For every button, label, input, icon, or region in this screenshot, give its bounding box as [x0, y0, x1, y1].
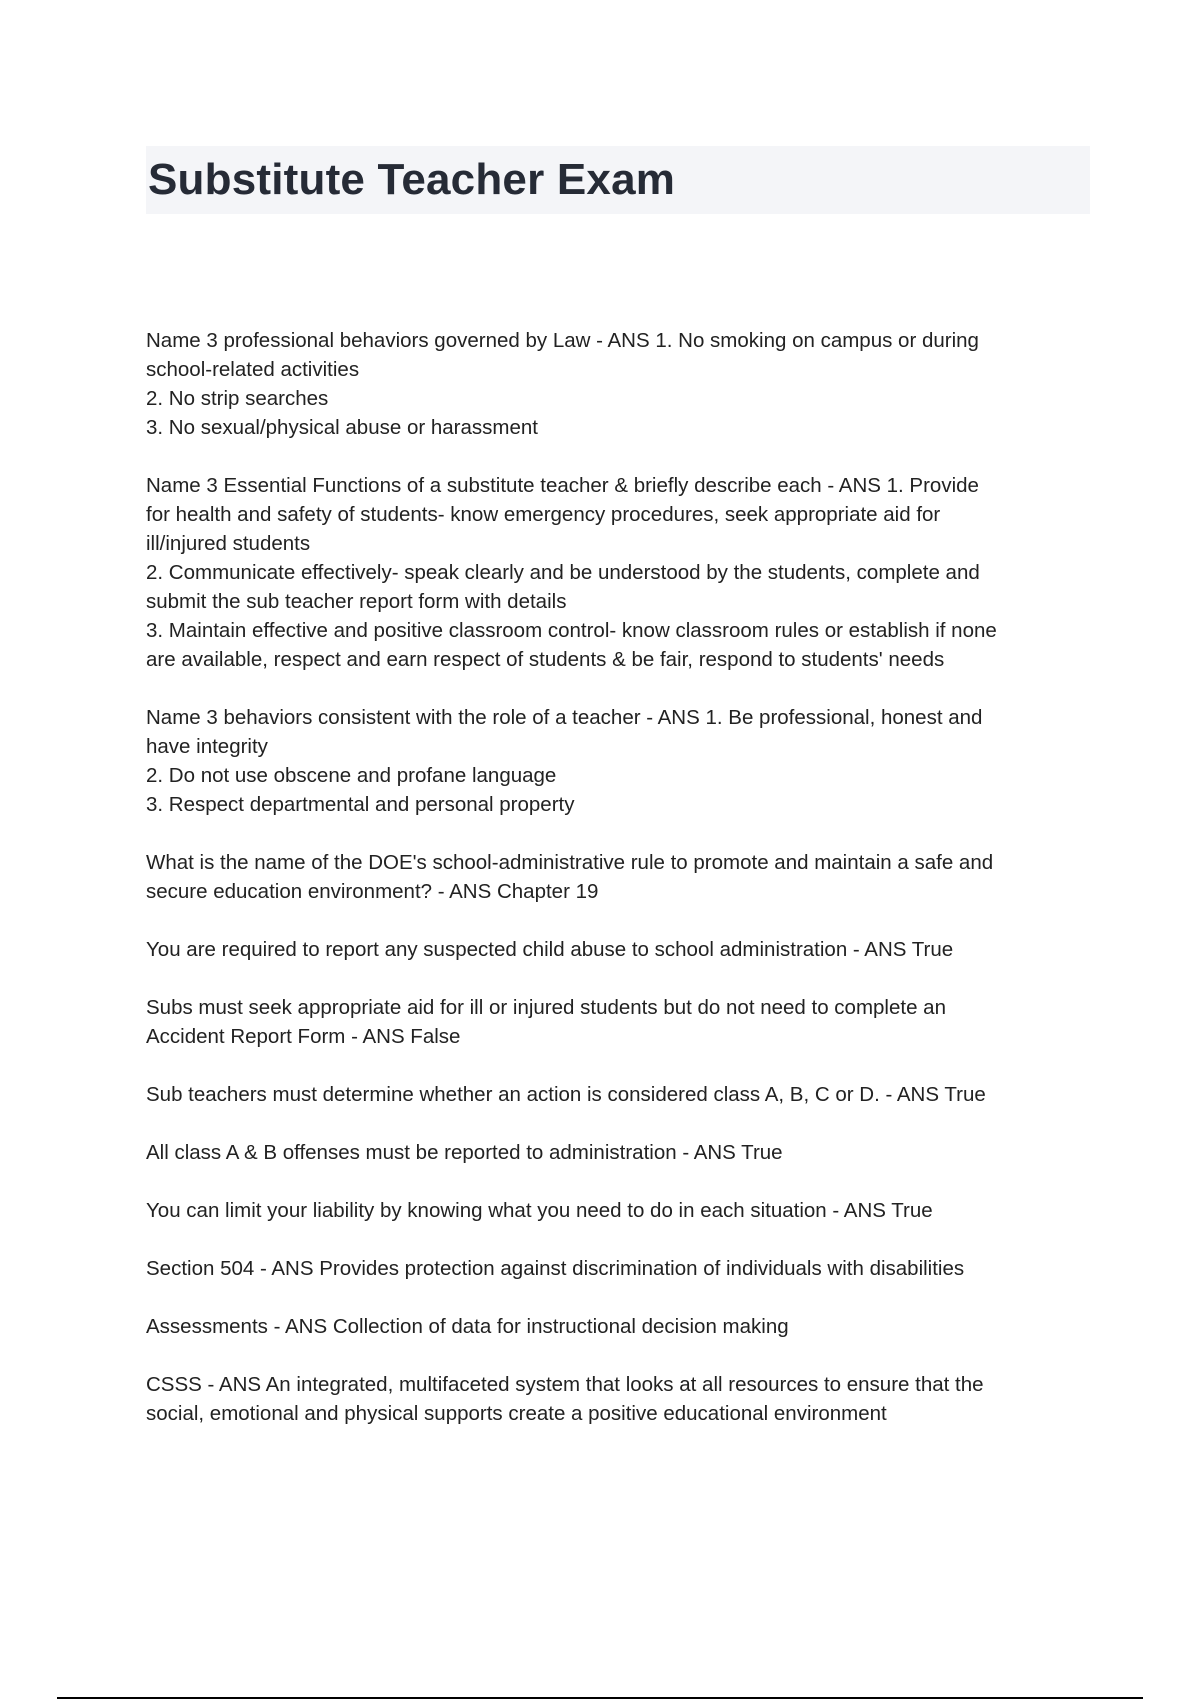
qa-line: Name 3 professional behaviors governed by Law - ANS 1. No smoking on campus or during [146, 329, 979, 352]
qa-line: are available, respect and earn respect of students & be fair, respond to students' needs [146, 648, 945, 671]
qa-line: 2. No strip searches [146, 387, 329, 410]
title-banner [146, 146, 1090, 214]
qa-line: ill/injured students [146, 532, 311, 555]
qa-line: Section 504 - ANS Provides protection against discrimination of individuals with disabilities [146, 1257, 965, 1280]
bottom-divider [57, 1697, 1143, 1699]
qa-line: All class A & B offenses must be reported to administration - ANS True [146, 1141, 783, 1164]
qa-item [146, 848, 1082, 906]
qa-item [146, 935, 1082, 964]
qa-line: 3. No sexual/physical abuse or harassment [146, 416, 538, 439]
qa-line: You can limit your liability by knowing what you need to do in each situation - ANS True [146, 1199, 933, 1222]
qa-item [146, 993, 1082, 1051]
qa-item [146, 326, 1082, 442]
qa-line: 2. Do not use obscene and profane language [146, 764, 557, 787]
qa-line: 3. Maintain effective and positive classroom control- know classroom rules or establish if none [146, 619, 997, 642]
qa-line: You are required to report any suspected child abuse to school administration - ANS True [146, 938, 954, 961]
qa-line: Sub teachers must determine whether an action is considered class A, B, C or D. - ANS True [146, 1083, 986, 1106]
qa-item [146, 1080, 1082, 1109]
qa-line: Name 3 behaviors consistent with the role of a teacher - ANS 1. Be professional, honest and [146, 706, 983, 729]
qa-line: submit the sub teacher report form with details [146, 590, 567, 613]
qa-line: Subs must seek appropriate aid for ill or injured students but do not need to complete an [146, 996, 946, 1019]
qa-item [146, 1312, 1082, 1341]
qa-line: for health and safety of students- know emergency procedures, seek appropriate aid for [146, 503, 941, 526]
qa-item [146, 1370, 1082, 1428]
qa-line: What is the name of the DOE's school-administrative rule to promote and maintain a safe and [146, 851, 994, 874]
qa-item [146, 1196, 1082, 1225]
qa-item [146, 703, 1082, 819]
qa-item [146, 471, 1082, 674]
qa-line: CSSS - ANS An integrated, multifaceted system that looks at all resources to ensure that the [146, 1373, 984, 1396]
qa-line: have integrity [146, 735, 268, 758]
qa-line: Name 3 Essential Functions of a substitute teacher & briefly describe each - ANS 1. Provide [146, 474, 979, 497]
qa-list [146, 326, 1082, 1457]
qa-item [146, 1138, 1082, 1167]
qa-line: secure education environment? - ANS Chapter 19 [146, 880, 599, 903]
page-title: Substitute Teacher Exam [148, 155, 676, 204]
qa-item [146, 1254, 1082, 1283]
qa-line: Accident Report Form - ANS False [146, 1025, 461, 1048]
qa-line: school-related activities [146, 358, 360, 381]
qa-line: social, emotional and physical supports create a positive educational environment [146, 1402, 887, 1425]
qa-line: 3. Respect departmental and personal property [146, 793, 575, 816]
qa-line: Assessments - ANS Collection of data for instructional decision making [146, 1315, 789, 1338]
qa-line: 2. Communicate effectively- speak clearly and be understood by the students, complete and [146, 561, 980, 584]
